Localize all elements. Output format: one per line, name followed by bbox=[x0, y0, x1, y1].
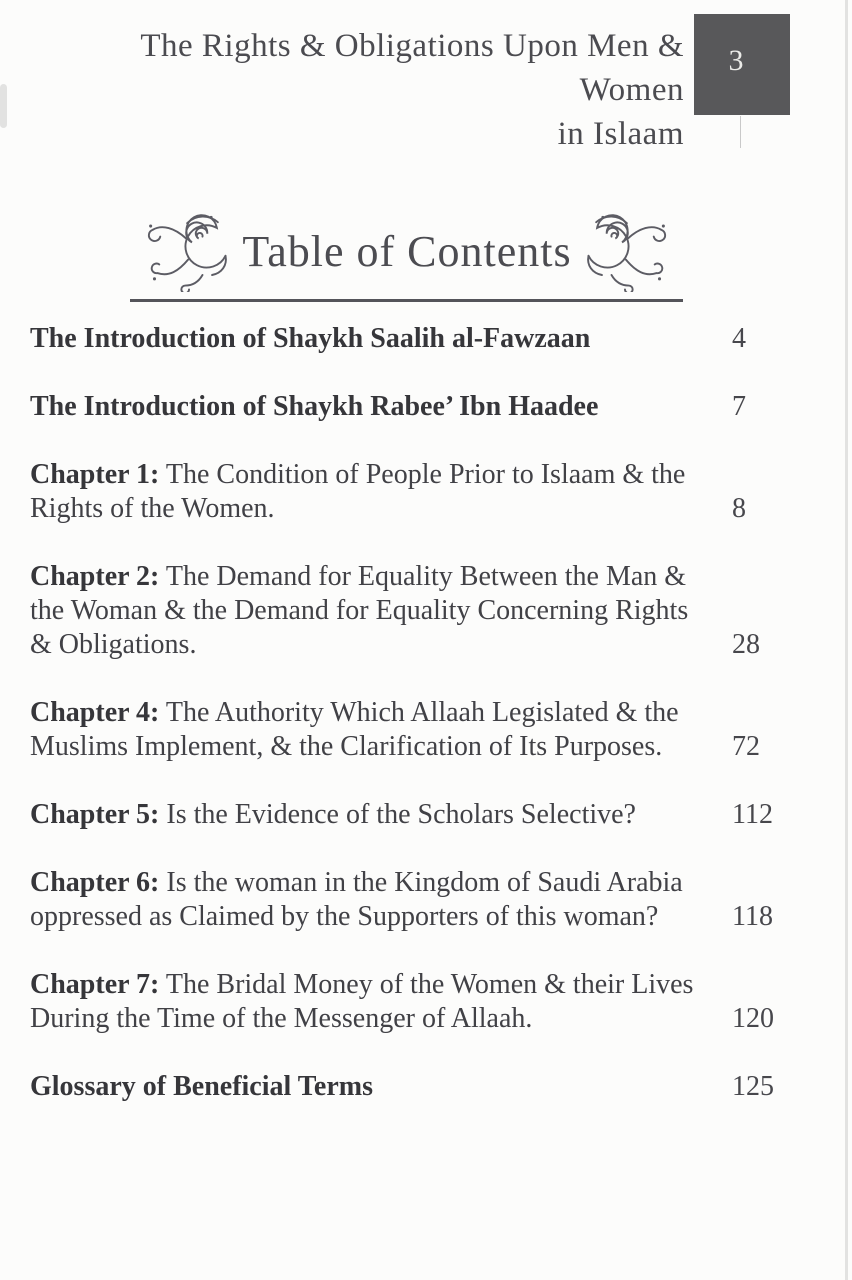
toc-entry bbox=[30, 560, 832, 662]
toc-divider-rule bbox=[130, 299, 683, 302]
toc-entry-line bbox=[30, 492, 706, 526]
page-number-box bbox=[694, 14, 790, 115]
toc-title: Table of Contents bbox=[242, 226, 572, 276]
toc-entry-line bbox=[30, 322, 706, 356]
page-number: 3 bbox=[728, 43, 744, 77]
toc-entry-bold-text: Chapter 7: bbox=[30, 969, 160, 1000]
toc-entry-regular-text: Is the Evidence of the Scholars Selective? bbox=[159, 799, 636, 830]
toc-entry-line bbox=[30, 458, 706, 492]
toc-entry-bold-text: Chapter 5: bbox=[30, 799, 160, 830]
toc-entry-text bbox=[30, 696, 706, 764]
toc-entry bbox=[30, 322, 832, 356]
toc-entry-page-number: 120 bbox=[732, 1003, 774, 1034]
toc-entry-regular-text: the Woman & the Demand for Equality Concerning Rights bbox=[30, 595, 689, 626]
toc-entry-text bbox=[30, 560, 706, 662]
scan-smudge-artifact bbox=[0, 84, 7, 128]
toc-entry-regular-text: Is the woman in the Kingdom of Saudi Arabia bbox=[159, 867, 683, 898]
toc-entry-page-number: 8 bbox=[732, 493, 746, 524]
running-header bbox=[30, 24, 684, 156]
toc-entry-page-number: 112 bbox=[732, 799, 773, 830]
toc-entry-page-number: 4 bbox=[732, 323, 746, 354]
toc-entry-line bbox=[30, 594, 706, 628]
toc-entry bbox=[30, 866, 832, 934]
toc-entry-line bbox=[30, 730, 706, 764]
toc-entry-bold-text: Glossary of Beneficial Terms bbox=[30, 1071, 373, 1102]
toc-entry-text bbox=[30, 968, 706, 1036]
toc-entry-page-number: 7 bbox=[732, 391, 746, 422]
toc-entry-line bbox=[30, 866, 706, 900]
toc-entry-regular-text: The Condition of People Prior to Islaam & the bbox=[159, 459, 686, 490]
running-header-line2: in Islaam bbox=[557, 116, 684, 152]
toc-entry-text bbox=[30, 798, 706, 832]
toc-entry-line bbox=[30, 1070, 706, 1104]
toc-entry-bold-text: Chapter 4: bbox=[30, 697, 160, 728]
toc-entry-page-number: 72 bbox=[732, 731, 760, 762]
toc-entry bbox=[30, 390, 832, 424]
toc-entry bbox=[30, 968, 832, 1036]
toc-heading bbox=[126, 210, 688, 292]
toc-entry-regular-text: & Obligations. bbox=[30, 629, 197, 660]
toc-entry-text bbox=[30, 458, 706, 526]
toc-entry bbox=[30, 458, 832, 526]
toc-entry-line bbox=[30, 628, 706, 662]
toc-entry-line bbox=[30, 798, 706, 832]
toc-entry-bold-text: Chapter 2: bbox=[30, 561, 160, 592]
toc-entry-regular-text: oppressed as Claimed by the Supporters of this woman? bbox=[30, 901, 659, 932]
toc-entry bbox=[30, 696, 832, 764]
toc-entry-bold-text: The Introduction of Shaykh Rabee’ Ibn Haadee bbox=[30, 391, 599, 422]
toc-entry-line bbox=[30, 696, 706, 730]
toc-entry-text bbox=[30, 322, 706, 356]
toc-entry-regular-text: The Demand for Equality Between the Man & bbox=[159, 561, 687, 592]
toc-entry-page-number: 28 bbox=[732, 629, 760, 660]
toc-entry-text bbox=[30, 1070, 706, 1104]
toc-entry-line bbox=[30, 900, 706, 934]
toc-entry-regular-text: Muslims Implement, & the Clarification of Its Purposes. bbox=[30, 731, 663, 762]
toc-entry-bold-text: Chapter 1: bbox=[30, 459, 160, 490]
toc-entry-regular-text: During the Time of the Messenger of Allaah. bbox=[30, 1003, 533, 1034]
toc-entry-regular-text: Rights of the Women. bbox=[30, 493, 275, 524]
toc-entry-page-number: 125 bbox=[732, 1071, 774, 1102]
toc-entry-bold-text: Chapter 6: bbox=[30, 867, 160, 898]
toc-entry-regular-text: The Bridal Money of the Women & their Lives bbox=[159, 969, 694, 1000]
toc-entry-text bbox=[30, 866, 706, 934]
toc-entry-page-number: 118 bbox=[732, 901, 773, 932]
toc-entry-line bbox=[30, 1002, 706, 1036]
toc-entry-regular-text: The Authority Which Allaah Legislated & the bbox=[159, 697, 679, 728]
floral-flourish-left-icon bbox=[142, 210, 238, 292]
toc-entry-line bbox=[30, 968, 706, 1002]
toc-entry bbox=[30, 1070, 832, 1104]
scan-edge-artifact bbox=[845, 0, 848, 1280]
toc-entry-line bbox=[30, 560, 706, 594]
toc-entry-bold-text: The Introduction of Shaykh Saalih al-Fawzaan bbox=[30, 323, 591, 354]
toc-entry bbox=[30, 798, 832, 832]
floral-flourish-right-icon bbox=[576, 210, 672, 292]
toc-entry-text bbox=[30, 390, 706, 424]
toc-entry-line bbox=[30, 390, 706, 424]
toc-entries bbox=[30, 322, 832, 1138]
running-header-line1: The Rights & Obligations Upon Men & Women bbox=[140, 28, 684, 108]
scan-line-artifact bbox=[740, 116, 741, 148]
